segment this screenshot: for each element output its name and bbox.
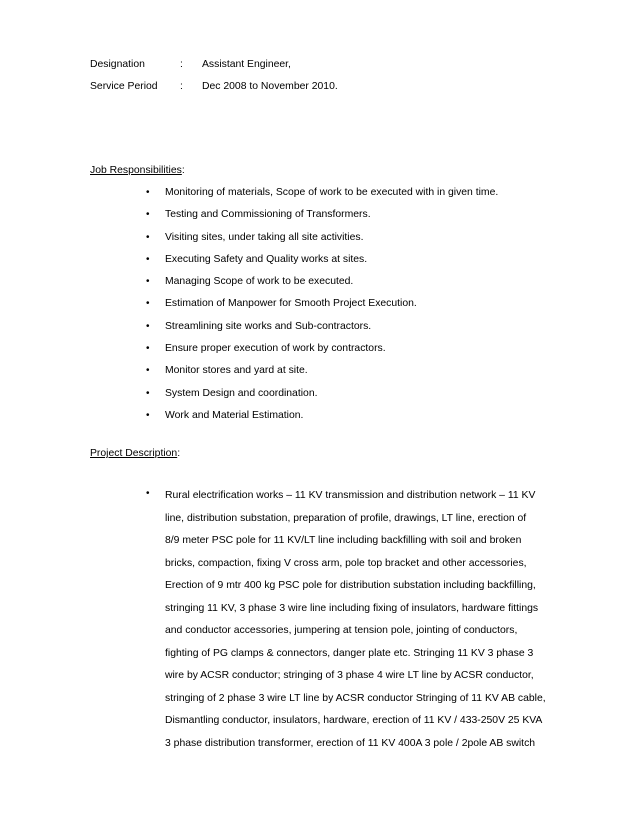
list-item <box>146 319 498 341</box>
list-item <box>146 296 498 318</box>
bullet-icon: • <box>146 209 150 221</box>
list-item-text: Managing Scope of work to be executed. <box>165 276 354 288</box>
text-line: 8/9 meter PSC pole for 11 KV/LT line including backfilling with soil and broken <box>165 535 522 546</box>
text-line: stringing of 2 phase 3 wire LT line by ACSR conductor Stringing of 11 KV AB cable, <box>165 692 546 704</box>
text-line: fighting of PG clamps & connectors, danger plate etc. Stringing 11 KV 3 phase 3 <box>165 647 534 659</box>
list-item <box>146 252 498 274</box>
job-responsibilities-heading-colon: : <box>181 165 185 176</box>
text-line: and conductor accessories, jumpering at tension pole, jointing of conductors, <box>165 625 518 636</box>
project-description-heading <box>90 446 180 462</box>
list-item <box>146 207 498 229</box>
job-responsibilities-heading-text: Job Responsibilities <box>90 165 182 176</box>
list-item <box>146 185 498 207</box>
list-item-text: Streamlining site works and Sub-contractors. <box>165 320 372 332</box>
bullet-icon: • <box>146 365 150 377</box>
job-responsibilities-heading <box>90 163 185 179</box>
list-item <box>146 363 498 385</box>
bullet-icon: • <box>146 231 150 243</box>
list-item-text: Ensure proper execution of work by contractors. <box>165 343 386 355</box>
designation-value: Assistant Engineer, <box>202 59 291 70</box>
bullet-icon: • <box>146 387 150 399</box>
service-period-label: Service Period <box>90 81 158 92</box>
list-item-text: Work and Material Estimation. <box>165 409 304 421</box>
list-item <box>146 408 498 430</box>
list-item <box>146 274 498 296</box>
list-item-text: Visiting sites, under taking all site activities. <box>165 231 364 243</box>
service-period-value: Dec 2008 to November 2010. <box>202 81 338 92</box>
project-description-heading-text: Project Description <box>90 448 178 459</box>
list-item-text: Estimation of Manpower for Smooth Project Execution. <box>165 298 417 310</box>
list-item-text: Executing Safety and Quality works at sites. <box>165 253 368 265</box>
list-item-text: System Design and coordination. <box>165 387 318 399</box>
project-description-heading-colon: : <box>177 448 181 459</box>
service-period-separator: : <box>180 81 183 92</box>
list-item-text: Testing and Commissioning of Transformers. <box>165 209 371 221</box>
list-item <box>146 386 498 408</box>
bullet-icon: • <box>146 298 150 310</box>
text-line: wire by ACSR conductor; stringing of 3 phase 4 wire LT line by ACSR conductor, <box>165 670 534 681</box>
bullet-icon: • <box>146 187 150 198</box>
designation-separator: : <box>180 59 183 70</box>
list-item-text: Monitoring of materials, Scope of work to be executed with in given time. <box>165 187 499 198</box>
text-line: line, distribution substation, preparation of profile, drawings, LT line, erection of <box>165 512 527 524</box>
job-responsibilities-list <box>146 185 498 430</box>
list-item-text: Monitor stores and yard at site. <box>165 365 308 377</box>
list-item <box>146 341 498 363</box>
text-line: Rural electrification works – 11 KV transmission and distribution network – 11 KV <box>165 490 536 501</box>
designation-label: Designation <box>90 59 145 70</box>
text-line: 3 phase distribution transformer, erection of 11 KV 400A 3 pole / 2pole AB switch <box>165 737 536 749</box>
bullet-icon: • <box>146 488 150 499</box>
text-line: Dismantling conductor, insulators, hardware, erection of 11 KV / 433-250V 25 KVA <box>165 715 543 726</box>
text-line: Erection of 9 mtr 400 kg PSC pole for distribution substation including backfilling, <box>165 580 536 591</box>
list-item <box>146 230 498 252</box>
bullet-icon: • <box>146 343 150 355</box>
bullet-icon: • <box>146 320 150 332</box>
bullet-icon: • <box>146 253 150 265</box>
bullet-icon: • <box>146 409 150 421</box>
project-description-text <box>165 488 565 758</box>
text-line: stringing 11 KV, 3 phase 3 wire line including fixing of insulators, hardware fittings <box>165 602 539 614</box>
text-line: bricks, compaction, fixing V cross arm, pole top bracket and other accessories, <box>165 557 527 569</box>
bullet-icon: • <box>146 276 150 288</box>
